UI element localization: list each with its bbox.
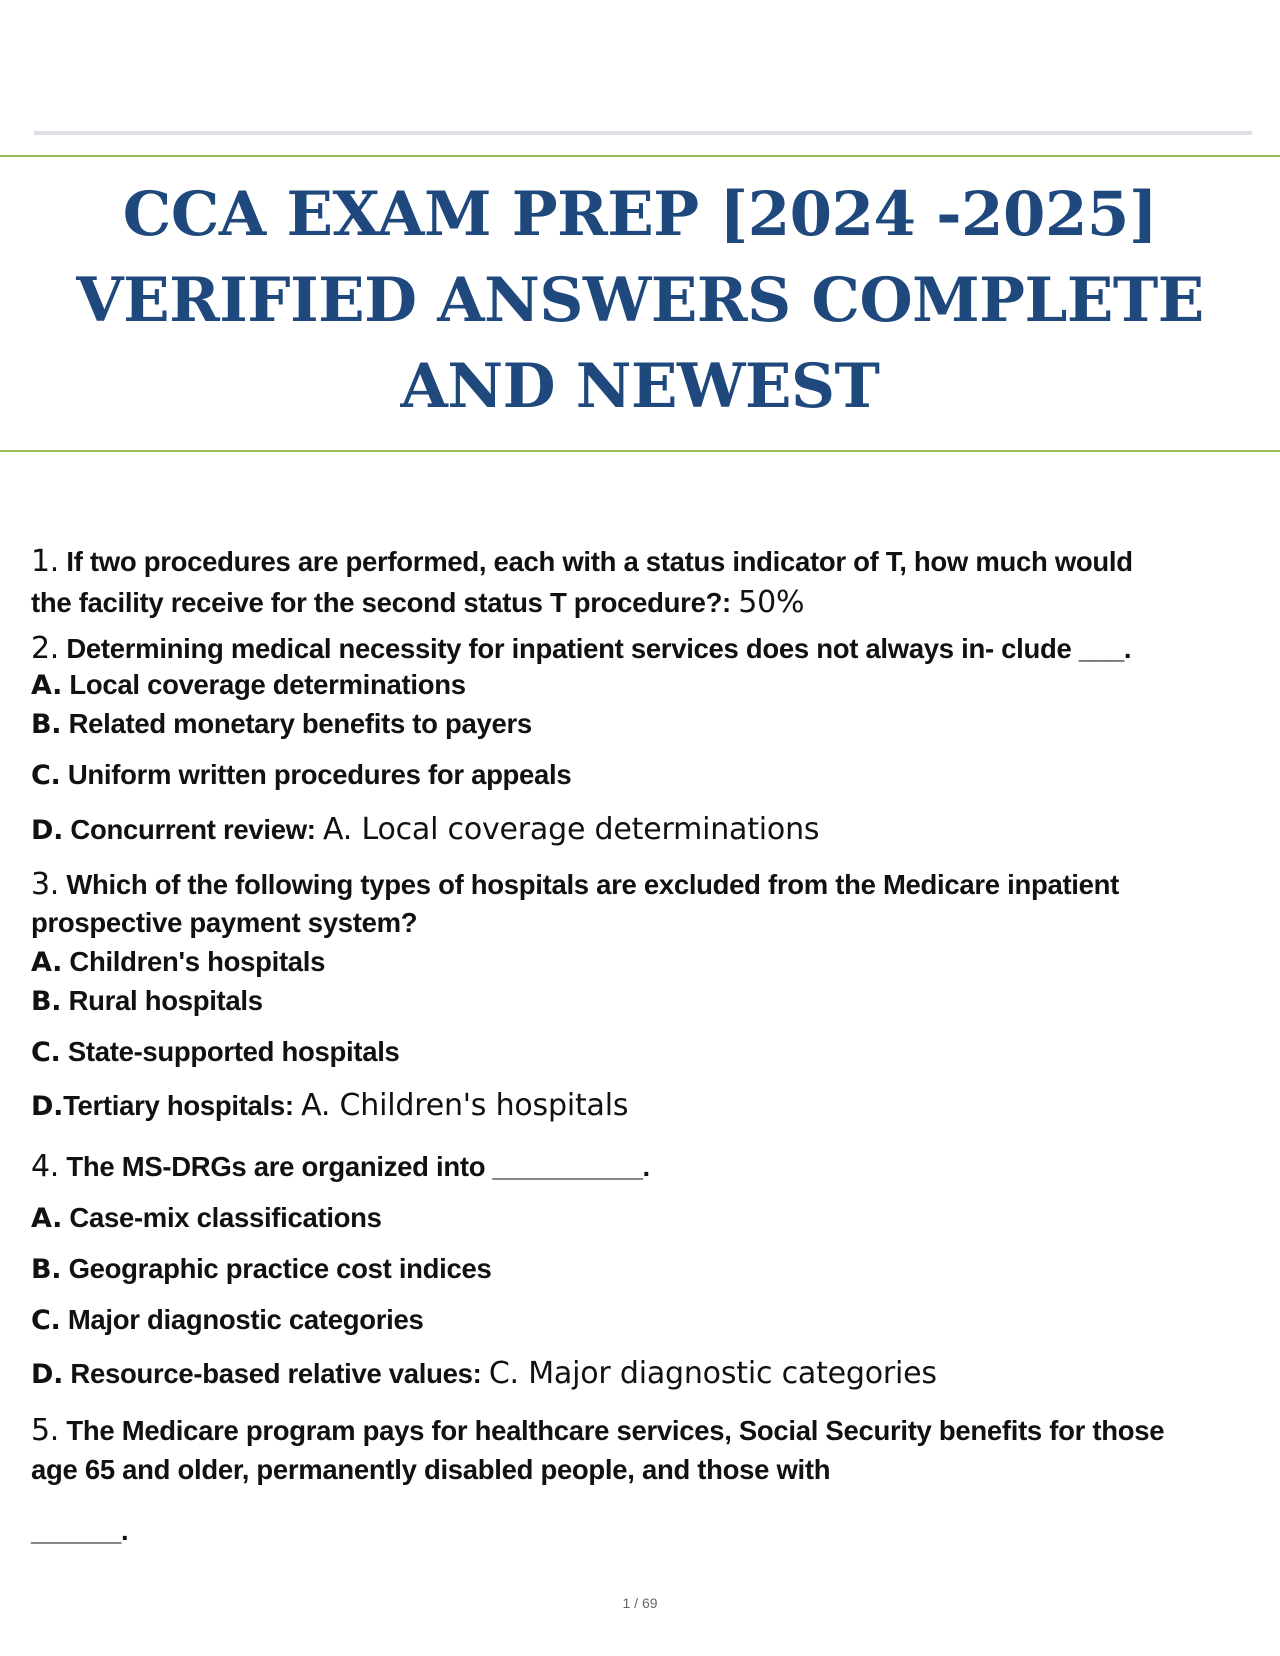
- answer-text: A. Local coverage determinations: [322, 812, 820, 847]
- option-letter: C.: [31, 760, 61, 791]
- option-letter: C.: [31, 1037, 61, 1068]
- option-text: Resource-based relative values:: [70, 1358, 482, 1389]
- question-end: .: [120, 1515, 129, 1546]
- question-5: [31, 1411, 1271, 1489]
- top-divider: [34, 131, 1252, 135]
- option-d: [31, 1356, 937, 1391]
- question-text: The MS-DRGs are organized into: [66, 1151, 486, 1182]
- question-5-blank: [31, 1510, 128, 1551]
- answer-blank: ___: [1078, 633, 1124, 664]
- question-text-cont: the facility receive for the second status T procedure?:: [31, 587, 731, 618]
- option-text: Local coverage determinations: [69, 669, 466, 700]
- question-number: 1.: [31, 544, 60, 579]
- question-text: Determining medical necessity for inpatient services does not always in- clude: [66, 633, 1072, 664]
- title-rule-bottom: [0, 450, 1280, 452]
- option-text: Tertiary hospitals:: [63, 1090, 294, 1121]
- question-end: .: [1123, 633, 1132, 664]
- option-b: [31, 1253, 492, 1285]
- option-letter: A.: [31, 1203, 63, 1234]
- question-number: 3.: [31, 867, 60, 902]
- option-c: [31, 1304, 423, 1336]
- option-letter: B.: [31, 1254, 62, 1285]
- question-text: The Medicare program pays for healthcare services, Social Security benefits for those: [66, 1415, 1165, 1446]
- option-a: [31, 946, 325, 978]
- title-line-1: CCA EXAM PREP [2024 -2025]: [122, 179, 1158, 250]
- question-4: [31, 1146, 1261, 1187]
- question-text: Which of the following types of hospitals are excluded from the Medicare inpatient: [66, 869, 1119, 900]
- option-letter: A.: [31, 670, 63, 701]
- option-letter: D.: [31, 1359, 64, 1390]
- option-text: Concurrent review:: [70, 814, 316, 845]
- answer-blank: ______: [31, 1515, 121, 1546]
- question-text: If two procedures are performed, each with a status indicator of T, how much would: [66, 546, 1133, 577]
- document-title: [0, 172, 1280, 430]
- option-text: Geographic practice cost indices: [68, 1253, 492, 1284]
- option-letter: B.: [31, 709, 62, 740]
- option-text: Rural hospitals: [68, 985, 263, 1016]
- question-number: 2.: [31, 631, 60, 666]
- option-letter: D.: [31, 1091, 64, 1122]
- answer-blank: __________: [492, 1151, 643, 1182]
- title-line-3: AND NEWEST: [400, 351, 880, 422]
- option-text: Case-mix classifications: [69, 1202, 382, 1233]
- title-line-2: VERIFIED ANSWERS COMPLETE: [76, 265, 1204, 336]
- question-2: [31, 628, 1261, 669]
- option-d: [31, 812, 819, 847]
- question-end: .: [642, 1151, 650, 1182]
- option-c: [31, 1036, 400, 1068]
- option-b: [31, 708, 532, 740]
- option-text: State-supported hospitals: [67, 1036, 400, 1067]
- answer-text: C. Major diagnostic categories: [488, 1356, 937, 1391]
- question-1: [31, 541, 1261, 623]
- option-text: Related monetary benefits to payers: [68, 708, 532, 739]
- option-d: [31, 1088, 628, 1123]
- answer-text: A. Children's hospitals: [301, 1088, 629, 1123]
- option-letter: C.: [31, 1305, 61, 1336]
- option-letter: B.: [31, 986, 62, 1017]
- option-text: Uniform written procedures for appeals: [67, 759, 572, 790]
- question-number: 4.: [31, 1149, 60, 1184]
- option-a: [31, 669, 466, 701]
- question-text-cont: age 65 and older, permanently disabled people, and those with: [31, 1454, 831, 1485]
- answer-text: 50%: [738, 585, 805, 620]
- option-c: [31, 759, 571, 791]
- question-3: [31, 866, 1261, 942]
- option-letter: D.: [31, 815, 64, 846]
- option-a: [31, 1202, 382, 1234]
- option-text: Children's hospitals: [69, 946, 326, 977]
- title-rule-top: [0, 155, 1280, 157]
- option-b: [31, 985, 263, 1017]
- question-number: 5.: [31, 1413, 60, 1448]
- page-indicator: 1 / 69: [622, 1595, 658, 1611]
- option-letter: A.: [31, 947, 63, 978]
- option-text: Major diagnostic categories: [67, 1304, 424, 1335]
- question-text-cont: prospective payment system?: [31, 907, 418, 938]
